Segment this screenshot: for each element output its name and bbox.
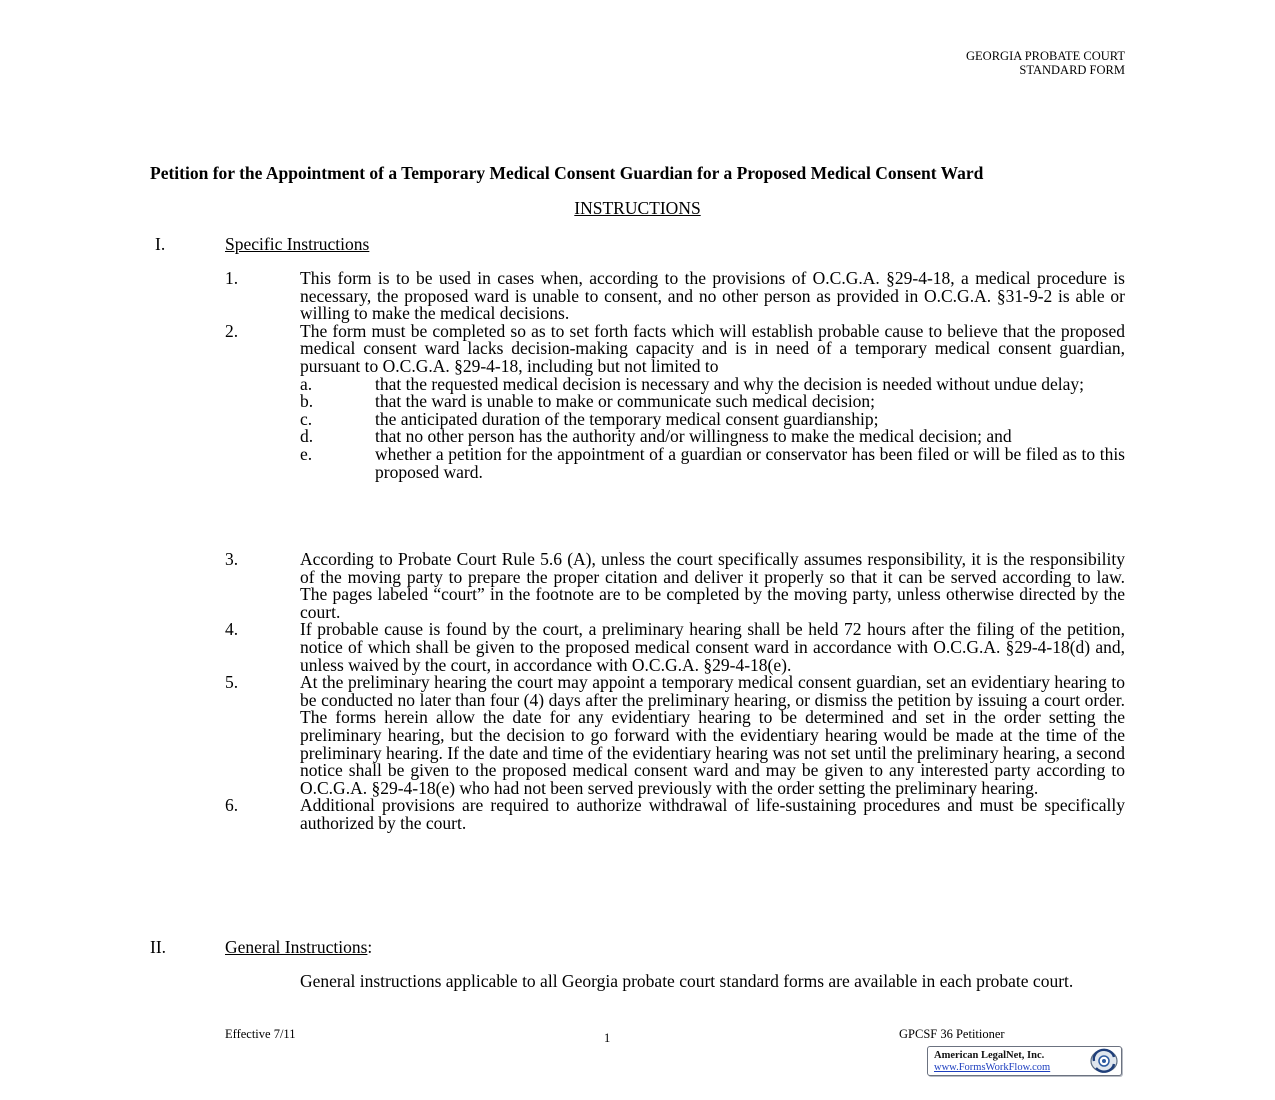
item-text: The form must be completed so as to set forth facts which will establish probable cause to believe that the proposed medical consent ward lacks decision-making capacity and is in need of a temporary medical consent guardian, pursuant to O.C.G.A. §29-4-18, including but not limited to [300,320,1125,376]
sub-item-letter: d. [300,426,314,447]
sub-item-letter: b. [300,391,314,412]
item-text: If probable cause is found by the court, a preliminary hearing shall be held 72 hours after the filing of the petition, notice of which shall be given to the proposed medical consent ward in accordance with O.C.G.A. §29-4-18(d) and, unless waived by the court, in accordance with O.C.G.A. §29-4-18(e). [300,619,1125,675]
instructions-heading: INSTRUCTIONS [574,198,701,218]
item-text: At the preliminary hearing the court may appoint a temporary medical consent guardian, set an evidentiary hearing to be conducted no later than four (4) days after the preliminary hearing, or dismiss the petition by issuing a court order. The forms herein allow the date for any evidentiary hearing to be determined and set in the order setting the preliminary hearing, but the decision to go forward with the evidentiary hearing would be made at the time of the preliminary hearing. If the date and time of the evidentiary hearing was not set until the preliminary hearing, a second notice shall be given to the proposed medical consent ward and may be given to any interested party according to O.C.G.A. §29-4-18(e) who had not been served previously with the order setting the preliminary hearing. [300,672,1125,798]
section-2-number: II. [150,937,167,957]
formsworkflow-logo-icon [1085,1048,1119,1074]
item-number: 3. [225,549,239,569]
item-number: 2. [225,320,239,341]
specific-instructions-list-b [225,551,1125,833]
section-1-title: Specific Instructions [225,234,370,254]
sub-item-letter: a. [300,373,313,394]
sub-item-text: whether a petition for the appointment of a guardian or conservator has been filed or will be filed as to this proposed ward. [375,443,1125,482]
general-instructions-text: General instructions applicable to all Georgia probate court standard forms are available in each probate court. [300,971,1074,991]
section-1-number: I. [155,234,166,254]
list-item-3 [225,551,1125,621]
header-court: GEORGIA PROBATE COURT [966,49,1125,63]
sub-item-text: that no other person has the authority and/or willingness to make the medical decision; and [375,426,1012,447]
document-title: Petition for the Appointment of a Temporary Medical Consent Guardian for a Proposed Medical Consent Ward [150,163,984,183]
section-2-colon: : [367,937,373,957]
sub-item-text: that the ward is unable to make or communicate such medical decision; [375,391,876,412]
list-item-2 [225,320,1125,376]
sub-item-letter: c. [300,408,313,429]
section-2-title: General Instructions [225,937,368,957]
list-item-1 [225,270,1125,323]
sub-item-text: that the requested medical decision is necessary and why the decision is needed without undue delay; [375,373,1085,394]
sub-item-e [225,443,1125,482]
list-item-6 [225,797,1125,832]
logo-company-name: American LegalNet, Inc. [934,1050,1045,1061]
item-text: According to Probate Court Rule 5.6 (A), unless the court specifically assumes responsibility, it is the responsibility of the moving party to prepare the proper citation and deliver it properly so that it can be served according to law. The pages labeled “court” in the footnote are to be completed by the moving party, unless otherwise directed by the court. [300,549,1125,622]
logo-url-link[interactable]: www.FormsWorkFlow.com [934,1062,1051,1073]
american-legalnet-badge[interactable] [927,1046,1122,1076]
section-2-heading [225,938,372,956]
sub-item-letter: e. [300,443,313,464]
footer-form-id: GPCSF 36 Petitioner [899,1027,1005,1041]
item-text: Additional provisions are required to authorize withdrawal of life-sustaining procedures and must be specifically authorized by the court. [300,795,1125,833]
item-number: 6. [225,795,239,816]
item-number: 5. [225,672,239,693]
item-text: This form is to be used in cases when, according to the provisions of O.C.G.A. §29-4-18, a medical procedure is necessary, the proposed ward is unable to consent, and no other person as provided in O.C.G.A. §31-9-2 is able or willing to make the medical decisions. [300,268,1125,324]
sub-item-text: the anticipated duration of the temporary medical consent guardianship; [375,408,879,429]
list-item-4 [225,621,1125,674]
list-item-5 [225,674,1125,797]
item-number: 4. [225,619,239,640]
item-number: 1. [225,268,239,288]
form-header [966,49,1125,77]
header-standard-form: STANDARD FORM [1019,63,1125,77]
footer-effective-date: Effective 7/11 [225,1027,296,1041]
specific-instructions-list-a [225,270,1125,481]
footer-page-number: 1 [604,1031,611,1045]
